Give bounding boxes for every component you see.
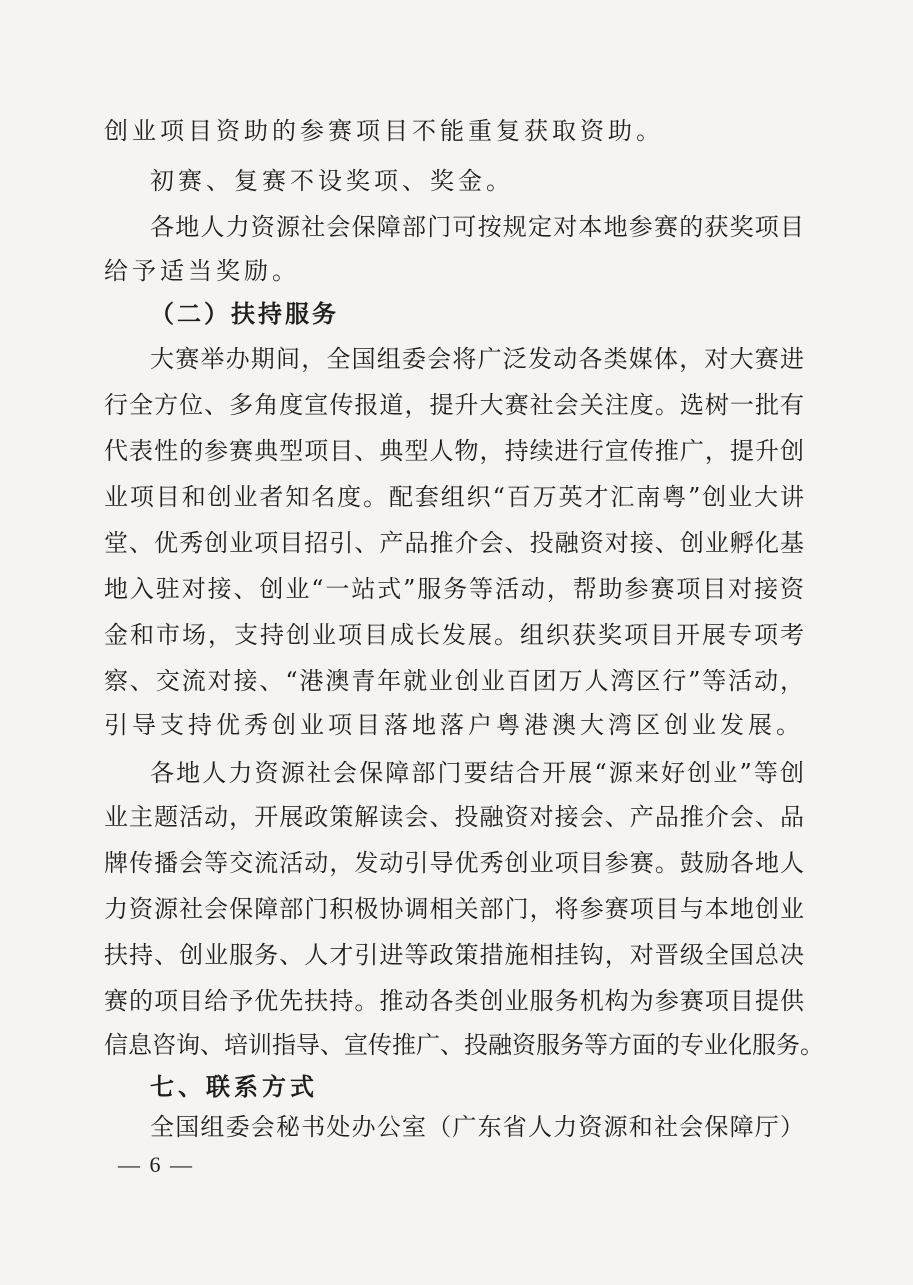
body-line: 信息咨询、培训指导、宣传推广、投融资服务等方面的专业化服务。 bbox=[104, 1031, 824, 1059]
body-line: 引导支持优秀创业项目落地落户粤港澳大湾区创业发展。 bbox=[104, 711, 804, 739]
body-line: 地入驻对接、创业“一站式”服务等活动，帮助参赛项目对接资 bbox=[104, 575, 804, 603]
body-line: 业项目和创业者知名度。配套组织“百万英才汇南粤”创业大讲 bbox=[104, 483, 804, 511]
body-line: 全国组委会秘书处办公室（广东省人力资源和社会保障厅） bbox=[150, 1113, 804, 1141]
body-line: 给予适当奖励。 bbox=[104, 257, 300, 285]
body-line: 牌传播会等交流活动，发动引导优秀创业项目参赛。鼓励各地人 bbox=[104, 849, 804, 877]
body-line: 金和市场，支持创业项目成长发展。组织获奖项目开展专项考 bbox=[104, 621, 804, 649]
body-line: 察、交流对接、“港澳青年就业创业百团万人湾区行”等活动， bbox=[104, 667, 804, 695]
body-line: 代表性的参赛典型项目、典型人物，持续进行宣传推广，提升创 bbox=[104, 437, 804, 465]
body-line: 业主题活动，开展政策解读会、投融资对接会、产品推介会、品 bbox=[104, 803, 804, 831]
body-line: 行全方位、多角度宣传报道，提升大赛社会关注度。选树一批有 bbox=[104, 391, 804, 419]
body-line: 初赛、复赛不设奖项、奖金。 bbox=[150, 167, 514, 195]
page-number: — 6 — bbox=[118, 1152, 194, 1177]
body-line: 堂、优秀创业项目招引、产品推介会、投融资对接、创业孵化基 bbox=[104, 529, 804, 557]
body-line: 力资源社会保障部门积极协调相关部门，将参赛项目与本地创业 bbox=[104, 895, 804, 923]
section-heading: （二）扶持服务 bbox=[150, 300, 339, 328]
body-line: 大赛举办期间，全国组委会将广泛发动各类媒体，对大赛进 bbox=[150, 345, 804, 373]
body-line: 各地人力资源社会保障部门可按规定对本地参赛的获奖项目 bbox=[150, 213, 804, 241]
body-line: 赛的项目给予优先扶持。推动各类创业服务机构为参赛项目提供 bbox=[104, 987, 804, 1015]
body-line: 各地人力资源社会保障部门要结合开展“源来好创业”等创 bbox=[150, 759, 804, 787]
body-line: 扶持、创业服务、人才引进等政策措施相挂钩，对晋级全国总决 bbox=[104, 941, 804, 969]
section-heading: 七、联系方式 bbox=[150, 1073, 318, 1101]
body-line: 创业项目资助的参赛项目不能重复获取资助。 bbox=[104, 117, 664, 145]
